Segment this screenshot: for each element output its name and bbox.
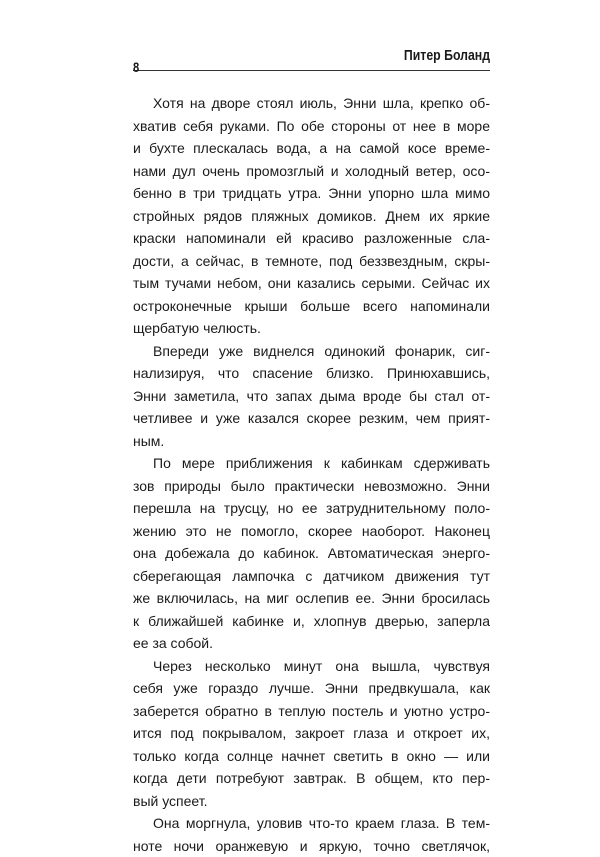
- text-line: только когда солнце начнет светить в окно — или: [133, 745, 490, 768]
- text-line: зов природы было практически невозможно. Энни: [133, 475, 490, 498]
- text-line: ноте ночи оранжевую и яркую, точно светлячок,: [133, 835, 490, 857]
- paragraph: [133, 452, 490, 655]
- text-line: дости, а сейчас, в темноте, под беззвездным, скры-: [133, 250, 490, 273]
- text-line: четливее и уже казался скорее резким, чем прият-: [133, 407, 490, 430]
- running-head-author: Питер Боланд: [404, 47, 490, 65]
- text-line: Впереди уже виднелся одинокий фонарик, сиг-: [133, 340, 490, 363]
- text-line: сберегающая лампочка с датчиком движения тут: [133, 565, 490, 588]
- text-line: нами дул очень промозглый и холодный ветер, осо-: [133, 160, 490, 183]
- text-line: стройных рядов пляжных домиков. Днем их яркие: [133, 205, 490, 228]
- text-line: остроконечные крыши больше всего напоминали: [133, 295, 490, 318]
- paragraph: [133, 340, 490, 453]
- text-line: краски напоминали ей красиво разложенные сла-: [133, 227, 490, 250]
- text-line: Она моргнула, уловив что-то краем глаза. В тем-: [133, 812, 490, 835]
- paragraph: [133, 92, 490, 340]
- text-line: вый успеет.: [133, 790, 490, 813]
- text-line: тым тучами небом, они казались серыми. Сейчас их: [133, 272, 490, 295]
- text-line: Через несколько минут она вышла, чувствуя: [133, 655, 490, 678]
- text-line: заберется обратно в теплую постель и уютно устро-: [133, 700, 490, 723]
- text-line: Хотя на дворе стоял июль, Энни шла, крепко об-: [133, 92, 490, 115]
- text-line: же включилась, на миг ослепив ее. Энни бросилась: [133, 587, 490, 610]
- paragraph: [133, 655, 490, 813]
- text-line: ным.: [133, 430, 490, 453]
- text-line: она добежала до кабинок. Автоматическая энерго-: [133, 542, 490, 565]
- text-line: хватив себя руками. По обе стороны от нее в море: [133, 115, 490, 138]
- text-line: нализируя, что спасение близко. Принюхавшись,: [133, 362, 490, 385]
- text-line: себя уже гораздо лучше. Энни предвкушала, как: [133, 677, 490, 700]
- page-header: [133, 44, 490, 71]
- text-line: ее за собой.: [133, 632, 490, 655]
- text-line: щербатую челюсть.: [133, 317, 490, 340]
- text-line: когда дети потребуют завтрак. В общем, кто пер-: [133, 767, 490, 790]
- paragraph: [133, 812, 490, 857]
- text-line: перешла на трусцу, но ее затруднительному поло-: [133, 497, 490, 520]
- page-number: 8: [133, 59, 139, 75]
- body-text: [133, 92, 490, 857]
- text-line: и бухте плескалась вода, а на самой косе време-: [133, 137, 490, 160]
- text-line: Энни заметила, что запах дыма вроде бы стал от-: [133, 385, 490, 408]
- text-line: жению это не помогло, скорее наоборот. Наконец: [133, 520, 490, 543]
- text-line: к ближайшей кабинке и, хлопнув дверью, заперла: [133, 610, 490, 633]
- text-line: По мере приближения к кабинкам сдерживать: [133, 452, 490, 475]
- text-line: бенно в три тридцать утра. Энни упорно шла мимо: [133, 182, 490, 205]
- text-line: ится под покрывалом, закроет глаза и откроет их,: [133, 722, 490, 745]
